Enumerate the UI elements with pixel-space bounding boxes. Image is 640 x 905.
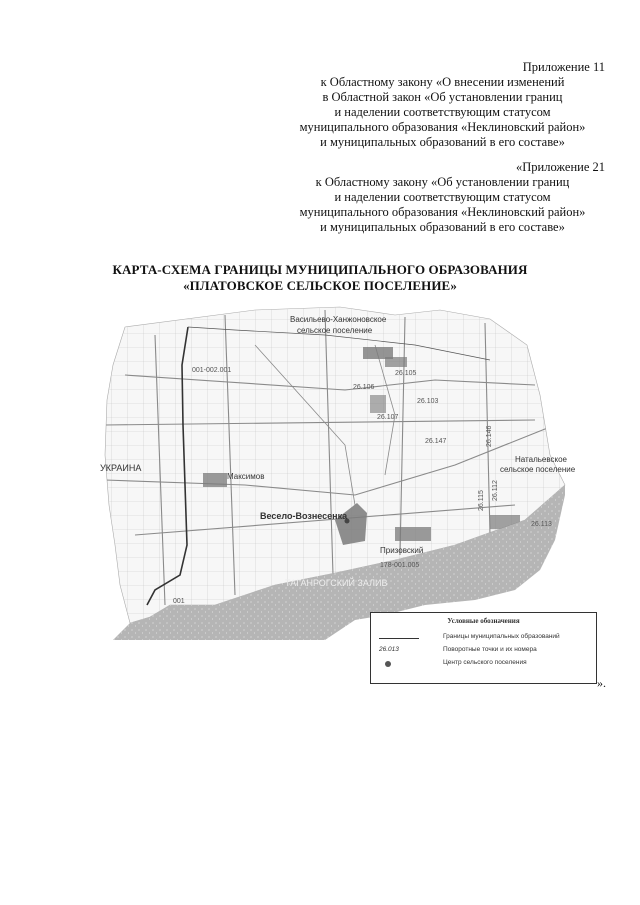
label-vasilevo: Васильево-Ханжоновское [290,315,387,324]
annex-line: к Областному закону «Об установлении границ [315,175,570,189]
map-scheme [95,305,600,640]
point-label: 26.112 [492,480,499,501]
point-label: 001-002.001 [192,367,232,374]
settlement-prizovskiy [395,527,431,541]
point-label: 26.115 [478,490,485,511]
point-label: 26.107 [377,414,399,421]
point-label: 26.103 [417,398,439,405]
label-ukraine: УКРАИНА [100,463,142,473]
annex-line: к Областному закону «О внесении изменений [320,75,565,89]
label-natalevskoe: Натальевское [515,455,568,464]
point-label: 178-001.005 [380,562,420,569]
turning-point-sample: 26.013 [379,646,399,653]
annex-line: и муниципальных образований в его составе» [320,135,565,149]
point-label: 26.105 [395,370,417,377]
annex-line: муниципального образования «Неклиновский район» [299,120,586,134]
legend-item-turning-points [371,646,596,657]
map-title-line-1: КАРТА-СХЕМА ГРАНИЦЫ МУНИЦИПАЛЬНОГО ОБРАЗОВАНИЯ [112,262,528,277]
closing-quote: ». [597,676,606,690]
annex-header-1 [280,60,605,150]
map-title [60,262,580,294]
boundary-line-symbol [379,638,419,639]
legend [370,612,597,684]
label-gulf: ТАГАНРОГСКИЙ ЗАЛИВ [285,578,388,588]
center-dot-symbol [385,661,391,667]
annex-line: муниципального образования «Неклиновский район» [299,205,586,219]
legend-item-center [371,659,596,670]
point-label: 001 [173,598,185,605]
label-veselo: Весело-Вознесенка [260,511,348,521]
annex-line: в Областной закон «Об установлении границ [322,90,563,104]
point-label: 26.146 [486,425,493,447]
label-maksimov: Максимов [227,472,265,481]
point-label: 26.147 [425,438,447,445]
label-natalevskoe-2: сельское поселение [500,465,576,474]
legend-item-boundary [371,633,596,644]
legend-label: Поворотные точки и их номера [443,646,537,653]
annex-heading: Приложение 11 [522,60,605,74]
point-label: 26.113 [531,521,552,528]
legend-label: Центр сельского поселения [443,659,527,666]
annex-line: и наделении соответствующим статусом [334,105,551,119]
label-prizovskiy: Призовский [380,546,424,555]
settlement-maksimov [203,473,227,487]
map-title-line-2: «ПЛАТОВСКОЕ СЕЛЬСКОЕ ПОСЕЛЕНИЕ» [183,278,457,293]
legend-label: Границы муниципальных образований [443,633,560,640]
annex-header-2 [280,160,605,235]
label-vasilevo-2: сельское поселение [297,326,373,335]
point-label: 26.106 [353,384,375,391]
legend-title: Условные обозначения [447,617,520,625]
map-canvas [95,305,600,640]
annex-line: и муниципальных образований в его составе» [320,220,565,234]
annex-line: и наделении соответствующим статусом [334,190,551,204]
settlement-northeast [370,395,386,413]
annex-heading: «Приложение 21 [516,160,605,174]
